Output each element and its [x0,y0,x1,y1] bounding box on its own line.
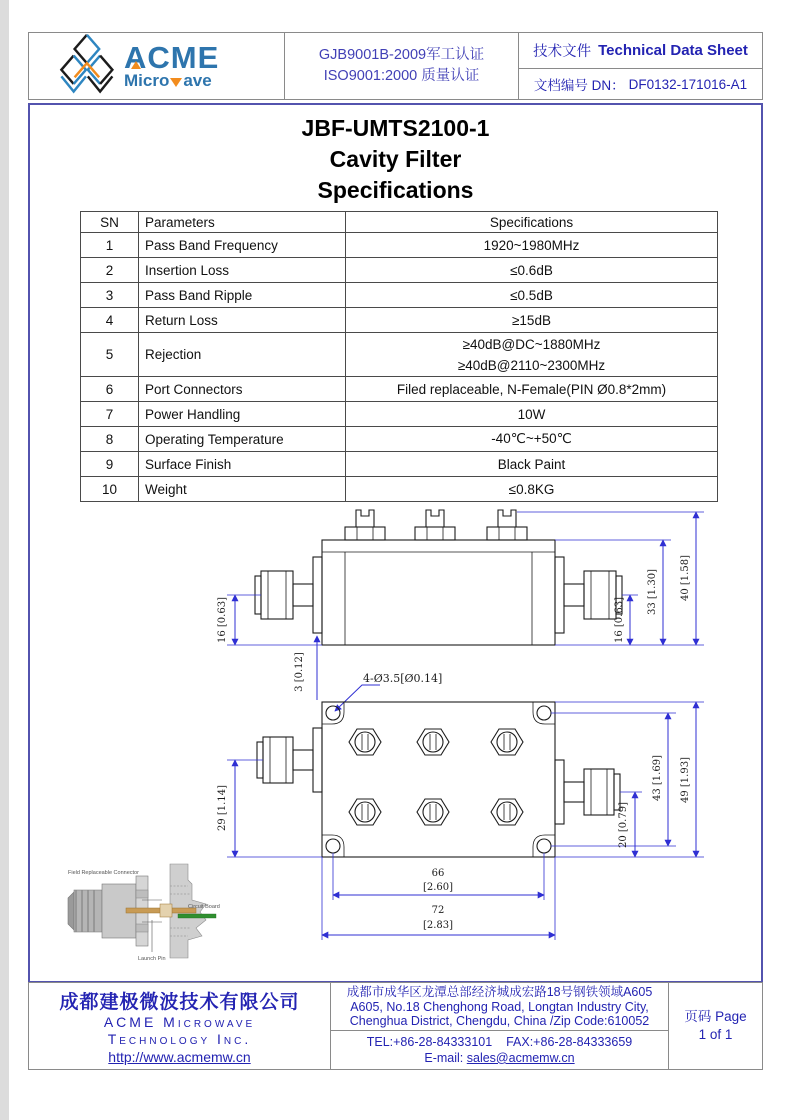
page-value: 1 of 1 [698,1027,733,1042]
inset-pin-label: Launch Pin [138,956,166,962]
company-website-link[interactable]: http://www.acmemw.cn [108,1048,251,1065]
cert-line-2: ISO9001:2000 质量认证 [323,68,480,84]
doc-number [519,69,762,99]
logo-brand: ACME [124,40,220,75]
fax: FAX:+86-28-84333659 [506,1034,633,1049]
dim-top-49: 49 [1.93] [680,757,691,803]
col-header-parameters: Parameters [139,212,346,233]
footer-company-block [29,983,331,1069]
footer-contact-block [331,983,669,1069]
logo-lattice-icon [55,32,115,100]
dim-side-right-16: 16 [0.63] [614,597,625,643]
title-block [30,113,761,206]
side-view-screws [345,510,527,540]
doc-number-value: DF0132-171016-A1 [628,76,748,92]
dim-side-step-3: 3 [0.12] [294,652,305,692]
table-row: 10 Weight ≤0.8KG [81,477,718,502]
dim-top-72: 72 [431,905,445,916]
top-view-hex-screws [349,729,523,825]
logo-accent-triangle-icon [131,61,141,69]
scan-edge [0,0,9,1120]
dim-top-29: 29 [1.14] [217,785,228,831]
email-line [331,1050,668,1066]
dim-side-33: 33 [1.30] [647,569,658,615]
header [28,32,763,100]
dim-top-72-in: [2.83] [422,920,454,931]
table-row: 3 Pass Band Ripple ≤0.5dB [81,283,718,308]
dim-top-20: 20 [0.79] [618,802,629,848]
table-row: 4 Return Loss ≥15dB [81,308,718,333]
top-view-dimensions [217,702,704,940]
doc-type-en: Technical Data Sheet [598,42,748,59]
footer [28,982,763,1070]
doc-info-block [519,33,762,99]
logo [29,33,285,99]
table-row: 9 Surface Finish Black Paint [81,452,718,477]
footer-page-block [669,983,762,1069]
title-model: JBF-UMTS2100-1 [301,115,490,141]
inset-connector-label: Field Replaceable Connector [68,870,139,876]
connector-inset [68,864,220,962]
table-row-rejection: 5 Rejection ≥40dB@DC~1880MHz ≥40dB@2110~2300MHz [81,333,718,377]
address-en-2: Chenghua District, Chengdu, China /Zip Code:610052 [349,1014,650,1028]
dim-side-left-16: 16 [0.63] [217,597,228,643]
company-address [331,983,668,1031]
address-cn: 成都市成华区龙潭总部经济城成宏路18号钢铁领域A605 [346,985,653,999]
dim-top-66-in: [2.60] [422,882,454,893]
dim-side-40: 40 [1.58] [680,555,691,601]
title-product: Cavity Filter [329,146,462,172]
contact-lines [331,1031,668,1070]
tel: TEL:+86-28-84333101 [366,1034,493,1049]
spec-table [80,211,718,502]
table-row: 2 Insertion Loss ≤0.6dB [81,258,718,283]
hole-callout-text: 4-Ø3.5[Ø0.14] [363,672,443,685]
cert-line-1: GJB9001B-2009军工认证 [318,47,485,63]
doc-type-cn: 技术文件 [533,44,592,60]
table-row: 1 Pass Band Frequency 1920~1980MHz [81,233,718,258]
company-name-en-1: ACME Microwave [103,1013,256,1030]
inset-board-label: Circuit Board [188,904,220,910]
logo-w-triangle-icon [170,78,182,87]
page-label: 页码 Page [684,1009,747,1024]
table-row: 8 Operating Temperature -40℃~+50℃ [81,427,718,452]
dim-top-43: 43 [1.69] [652,755,663,801]
col-header-specifications: Specifications [346,212,718,233]
certification-block [285,33,519,99]
table-row: 7 Power Handling 10W [81,402,718,427]
hole-callout [335,672,442,711]
company-name-en-2: Technology Inc. [107,1030,252,1047]
logo-sub: Micro ave [124,71,212,90]
company-name-cn: 成都建极微波技术有限公司 [59,991,300,1013]
table-row: 6 Port Connectors Filed replaceable, N-Female(PIN Ø0.8*2mm) [81,377,718,402]
logo-text [124,40,220,90]
doc-type [519,33,762,69]
dim-top-66: 66 [431,868,445,879]
col-header-sn: SN [81,212,139,233]
tel-fax-line [331,1034,668,1050]
email-label: E-mail: [424,1050,464,1065]
doc-number-label: 文档编号 DN： [533,78,625,93]
spec-table-header-row [81,212,718,233]
side-view [217,510,704,700]
mechanical-drawing [30,500,761,978]
email-link[interactable]: sales@acmemw.cn [466,1050,575,1065]
address-en-1: A605, No.18 Chenghong Road, Longtan Industry City, [350,999,649,1014]
top-view [217,702,704,940]
title-heading: Specifications [317,177,474,203]
main-frame [28,103,763,983]
